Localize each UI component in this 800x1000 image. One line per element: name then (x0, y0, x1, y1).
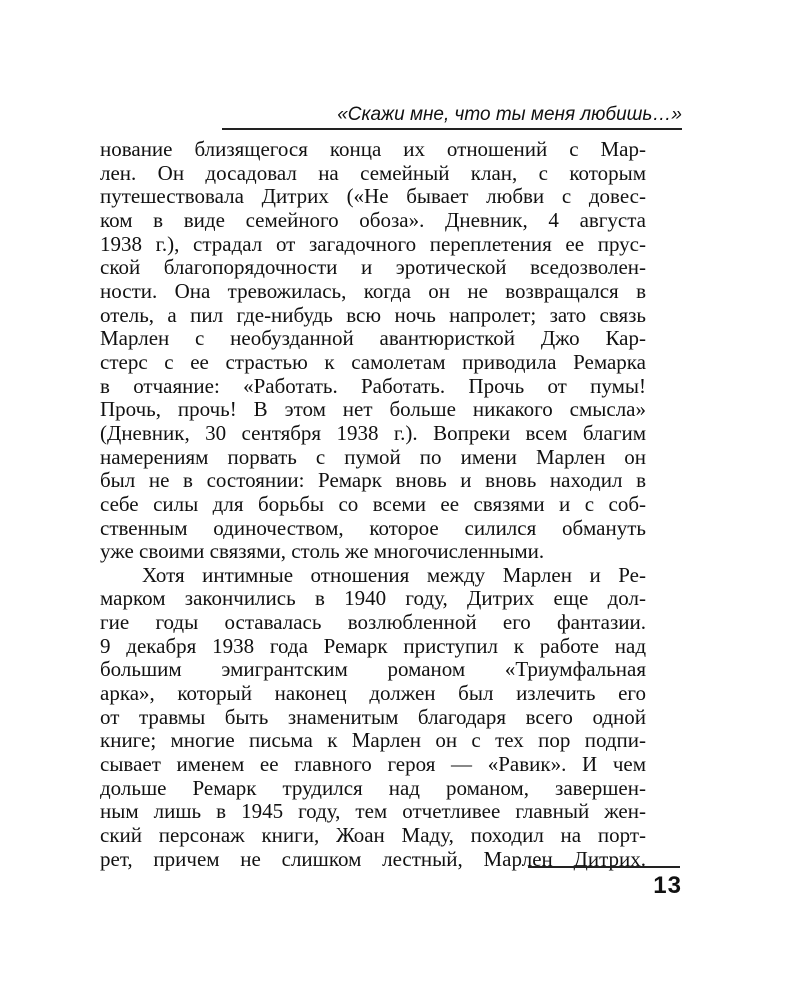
text-line: рет, причем не слишком лестный, Марлен Дитрих. (100, 846, 646, 871)
text-line: марком закончились в 1940 году, Дитрих еще дол- (100, 586, 646, 611)
text-line: Прочь, прочь! В этом нет больше никакого смысла» (100, 397, 646, 422)
text-line: от травмы быть знаменитым благодаря всего одной (100, 704, 646, 729)
running-head: «Скажи мне, что ты меня любишь…» (337, 104, 682, 125)
text-line: Марлен с необузданной авантюристкой Джо Кар- (100, 326, 646, 351)
text-line: ственным одиночеством, которое силился обмануть (100, 515, 646, 540)
text-line: ком в виде семейного обоза». Дневник, 4 августа (100, 207, 646, 232)
text-line: стерс с ее страстью к самолетам приводила Ремарка (100, 349, 646, 374)
body-text (100, 138, 646, 871)
text-line: дольше Ремарк трудился над романом, завершен- (100, 775, 646, 800)
text-line: Хотя интимные отношения между Марлен и Ре- (142, 562, 646, 587)
page-number: 13 (653, 872, 682, 899)
text-line: уже своими связями, столь же многочисленными. (100, 539, 545, 564)
text-line: арка», который наконец должен был излечить его (100, 681, 646, 706)
text-line: (Дневник, 30 сентября 1938 г.). Вопреки всем благим (100, 420, 646, 445)
text-line: книге; многие письма к Марлен он с тех пор подпи- (100, 728, 646, 753)
text-line: нование близящегося конца их отношений с Мар- (100, 137, 646, 161)
paragraph-2 (100, 564, 646, 872)
text-line: большим эмигрантским романом «Триумфальная (100, 657, 646, 682)
text-line: 9 декабря 1938 года Ремарк приступил к работе над (100, 633, 646, 658)
text-line: ский персонаж книги, Жоан Маду, походил на порт- (100, 823, 646, 848)
text-line: отель, а пил где-нибудь всю ночь напролет; зато связь (100, 302, 646, 327)
text-line: себе силы для борьбы со всеми ее связями и с соб- (100, 491, 646, 516)
text-line: 1938 г.), страдал от загадочного переплетения ее прус- (100, 231, 646, 256)
text-line: ности. Она тревожилась, когда он не возвращался в (100, 278, 646, 303)
footer-rule (528, 866, 680, 868)
text-line: путешествовала Дитрих («Не бывает любви с довес- (100, 184, 646, 209)
header-rule (222, 128, 682, 130)
text-line: лен. Он досадовал на семейный клан, с которым (100, 160, 646, 185)
text-line: был не в состоянии: Ремарк вновь и вновь находил в (100, 468, 646, 493)
text-line: сывает именем ее главного героя — «Равик». И чем (100, 752, 646, 777)
text-line: гие годы оставалась возлюбленной его фантазии. (100, 610, 646, 635)
text-line: намерениям порвать с пумой по имени Марлен он (100, 444, 646, 469)
text-line: ным лишь в 1945 году, тем отчетливее главный жен- (100, 799, 646, 824)
paragraph-1 (100, 138, 646, 564)
text-line: в отчаяние: «Работать. Работать. Прочь от пумы! (100, 373, 646, 398)
text-line: ской благопорядочности и эротической вседозволен- (100, 255, 646, 280)
